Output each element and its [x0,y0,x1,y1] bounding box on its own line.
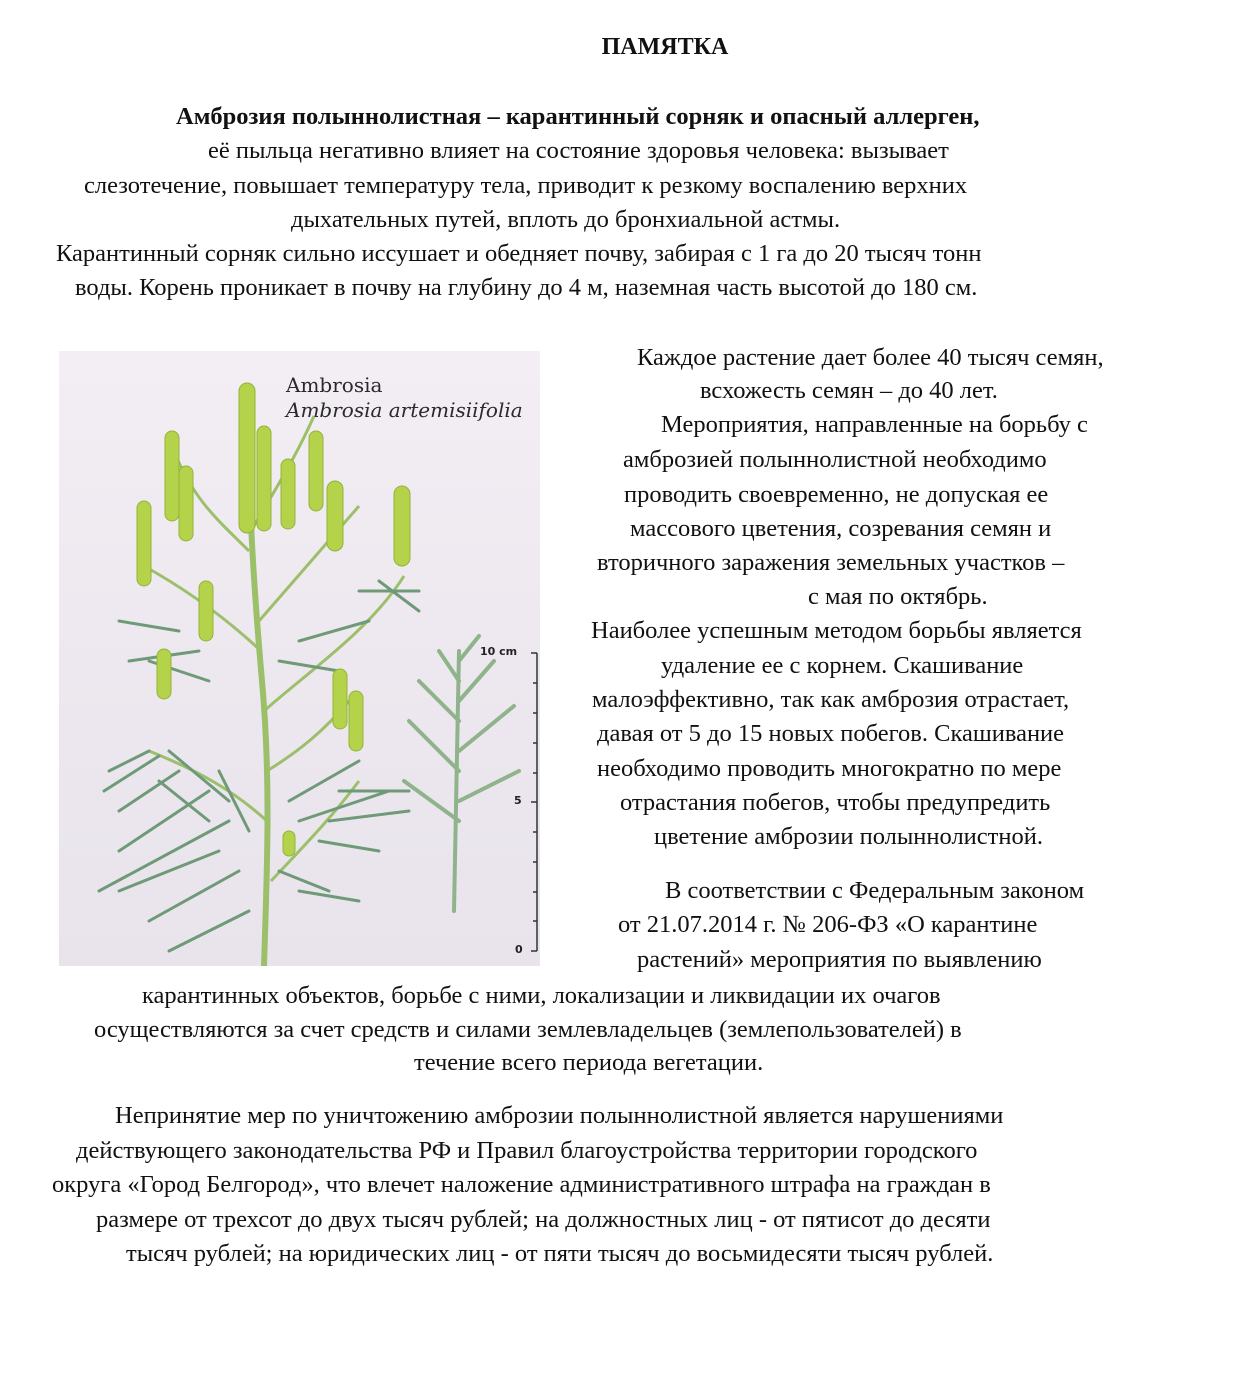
right-line-10: удаление ее с корнем. Скашивание [661,652,1024,679]
ambrosia-plant-photo [59,351,540,966]
right-line-5: проводить своевременно, не допуская ее [624,481,1049,508]
right-line-8: с мая по октябрь. [808,583,988,610]
right-line-15: цветение амброзии полыннолистной. [654,823,1043,850]
right-line-11: малоэффективно, так как амброзия отрастает, [592,686,1070,713]
right-line-1: Каждое растение дает более 40 тысяч семян, [637,344,1104,371]
right-line-2: всхожесть семян – до 40 лет. [700,377,998,404]
right-line-7: вторичного заражения земельных участков – [597,549,1065,576]
intro-line-3: дыхательных путей, вплоть до бронхиальной астмы. [291,206,841,233]
right-line-18: растений» мероприятия по выявлению [637,946,1042,973]
law-line-2: осуществляются за счет средств и силами землевладельцев (землепользователей) в [94,1016,962,1043]
right-line-13: необходимо проводить многократно по мере [597,755,1062,782]
penalty-line-1: Непринятие мер по уничтожению амброзии полыннолистной является нарушениями [115,1102,1004,1129]
law-line-3: течение всего периода вегетации. [414,1049,764,1076]
right-line-12: давая от 5 до 15 новых побегов. Скашивание [597,720,1065,747]
penalty-line-2: действующего законодательства РФ и Правил благоустройства территории городского [76,1137,978,1164]
intro-line-4: Карантинный сорняк сильно иссушает и обедняет почву, забирая с 1 га до 20 тысяч тонн [56,240,982,267]
right-line-9: Наиболее успешным методом борьбы является [591,617,1082,644]
intro-bold-heading: Амброзия полыннолистная – карантинный сорняк и опасный аллерген, [176,103,980,130]
right-line-14: отрастания побегов, чтобы предупредить [620,789,1051,816]
figure-caption-common: Ambrosia [286,373,383,397]
right-line-16: В соответствии с Федеральным законом [665,877,1085,904]
law-line-1: карантинных объектов, борьбе с ними, локализации и ликвидации их очагов [142,982,941,1009]
scale-label-0: 0 [515,943,523,956]
intro-line-2: слезотечение, повышает температуру тела, приводит к резкому воспалению верхних [84,172,968,199]
right-line-4: амброзией полыннолистной необходимо [623,446,1047,473]
penalty-line-3: округа «Город Белгород», что влечет наложение административного штрафа на граждан в [52,1171,991,1198]
document-title: ПАМЯТКА [601,34,729,60]
right-line-6: массового цветения, созревания семян и [630,515,1052,542]
penalty-line-4: размере от трехсот до двух тысяч рублей; на должностных лиц - от пятисот до десяти [96,1206,991,1233]
right-line-3: Мероприятия, направленные на борьбу с [661,411,1088,438]
right-line-17: от 21.07.2014 г. № 206-ФЗ «О карантине [618,911,1038,938]
plant-illustration-icon [59,351,540,966]
scale-label-5: 5 [514,794,522,807]
intro-line-1: её пыльца негативно влияет на состояние здоровья человека: вызывает [208,137,949,164]
figure-caption-latin: Ambrosia artemisiifolia [286,398,523,422]
scale-label-10cm: 10 cm [480,645,518,658]
intro-line-5: воды. Корень проникает в почву на глубину до 4 м, наземная часть высотой до 180 см. [75,274,978,301]
penalty-line-5: тысяч рублей; на юридических лиц - от пяти тысяч до восьмидесяти тысяч рублей. [126,1240,994,1267]
